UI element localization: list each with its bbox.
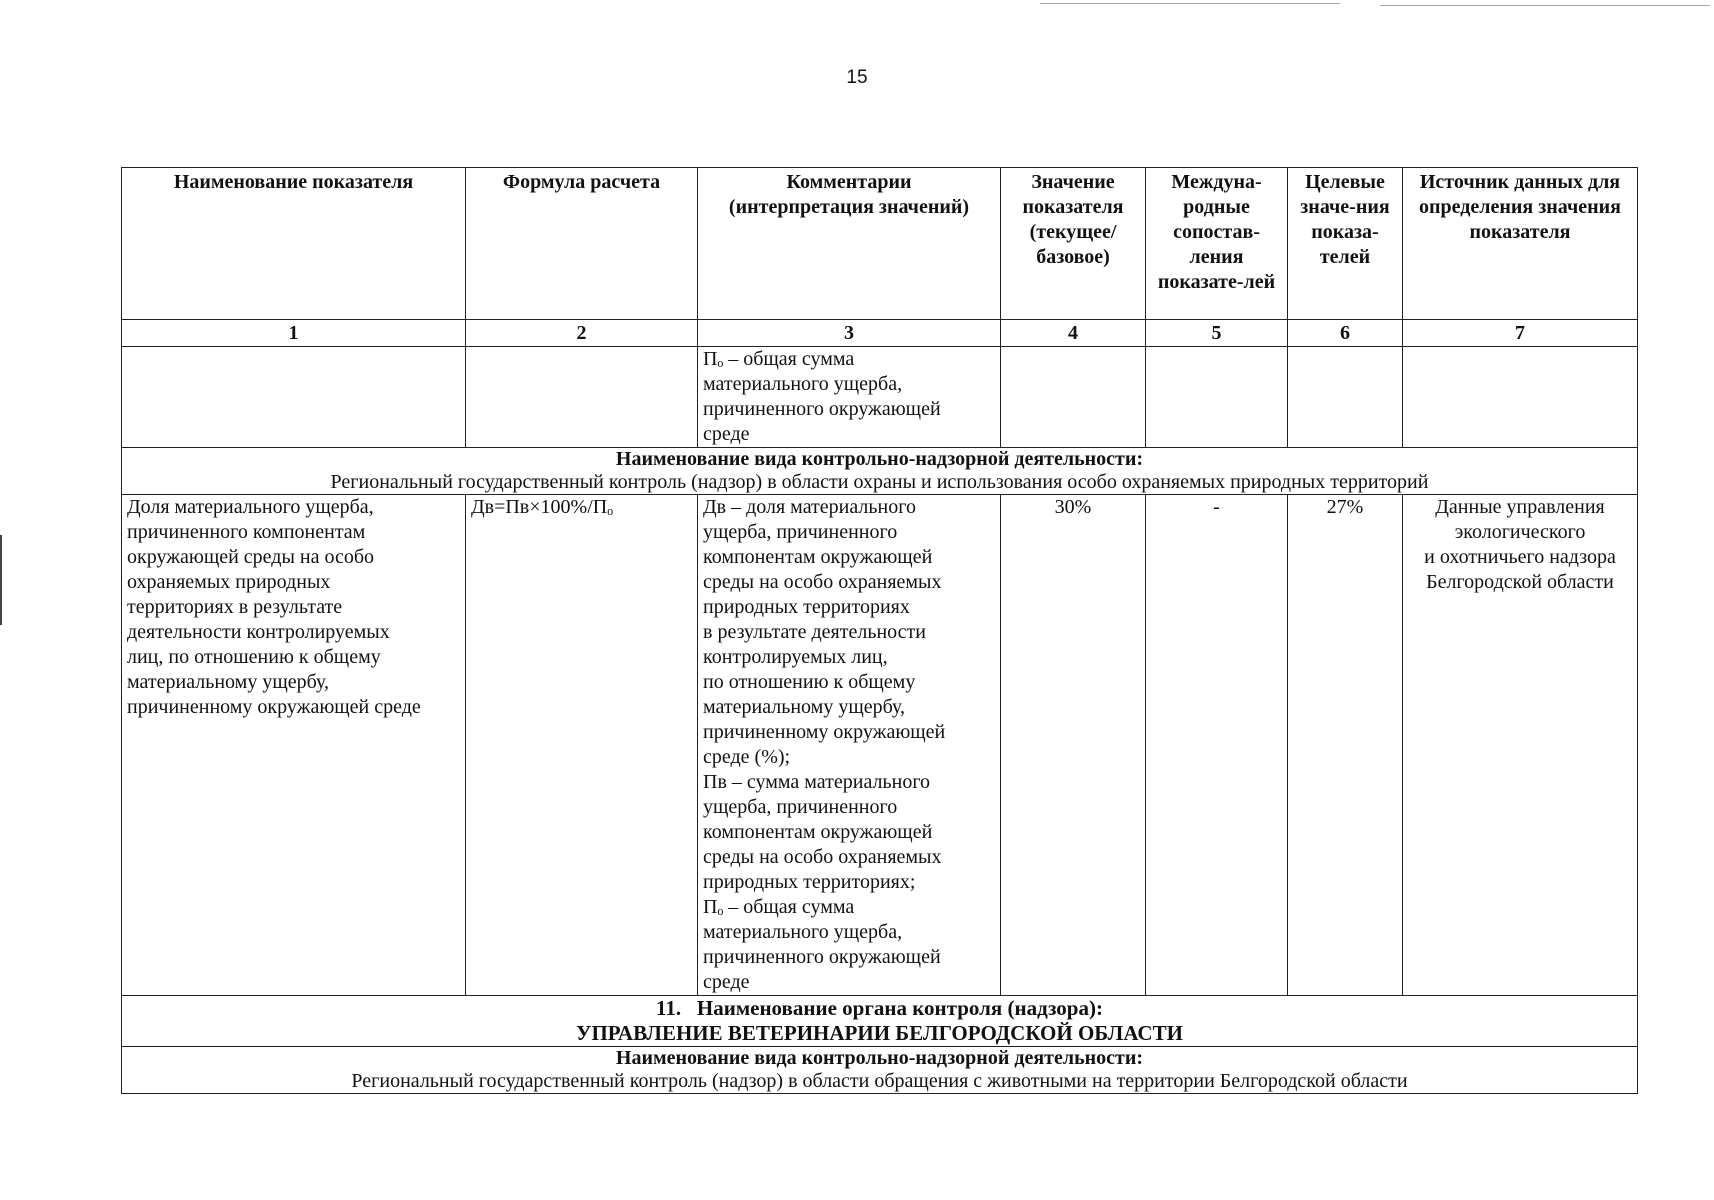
table-cell bbox=[466, 347, 698, 448]
section-subtitle: Региональный государственный контроль (надзор) в области охраны и использования особо охраняемых природных территорий bbox=[330, 471, 1429, 493]
section-cell bbox=[122, 1047, 1638, 1094]
scan-edge-line bbox=[1040, 3, 1340, 4]
section-cell bbox=[122, 448, 1638, 495]
column-number: 3 bbox=[698, 320, 1001, 347]
section-subtitle: Региональный государственный контроль (надзор) в области обращения с животными на территории Белгородской области bbox=[351, 1070, 1408, 1092]
table-row bbox=[122, 347, 1638, 448]
column-number: 4 bbox=[1001, 320, 1146, 347]
table-cell bbox=[1288, 347, 1403, 448]
table-cell bbox=[122, 347, 466, 448]
organ-name: УПРАВЛЕНИЕ ВЕТЕРИНАРИИ БЕЛГОРОДСКОЙ ОБЛАСТИ bbox=[576, 1021, 1183, 1045]
indicator-international: - bbox=[1146, 495, 1288, 996]
table-cell bbox=[1403, 347, 1638, 448]
indicator-source: Данные управления экологического и охотничьего надзора Белгородской области bbox=[1403, 495, 1638, 996]
scan-edge-mark bbox=[0, 535, 2, 625]
organ-cell bbox=[122, 996, 1638, 1047]
header-international: Междуна-родные сопостав-ления показате-лей bbox=[1146, 168, 1288, 320]
indicator-value: 30% bbox=[1001, 495, 1146, 996]
column-number-row bbox=[122, 320, 1638, 347]
column-number: 5 bbox=[1146, 320, 1288, 347]
column-number: 2 bbox=[466, 320, 698, 347]
header-source: Источник данных для определения значения показателя bbox=[1403, 168, 1638, 320]
organ-title: 11. Наименование органа контроля (надзора): bbox=[656, 996, 1103, 1020]
continuation-comment: Пₒ – общая сумма материального ущерба, причиненного окружающей среде bbox=[698, 347, 1001, 448]
organ-row bbox=[122, 996, 1638, 1047]
indicator-name: Доля материального ущерба, причиненного компонентам окружающей среды на особо охраняемых природных территориях в результате деятельности контролируемых лиц, по отношению к общему материальному ущербу, причиненному окружающей среде bbox=[122, 495, 466, 996]
table-row bbox=[122, 495, 1638, 996]
header-indicator-name: Наименование показателя bbox=[122, 168, 466, 320]
indicator-formula: Дв=Пв×100%/Пₒ bbox=[466, 495, 698, 996]
column-number: 1 bbox=[122, 320, 466, 347]
section-title: Наименование вида контрольно-надзорной деятельности: bbox=[615, 1047, 1144, 1069]
indicator-target: 27% bbox=[1288, 495, 1403, 996]
header-value: Значение показателя (текущее/ базовое) bbox=[1001, 168, 1146, 320]
table-header-row bbox=[122, 168, 1638, 320]
table-cell bbox=[1001, 347, 1146, 448]
scan-edge-line bbox=[1380, 5, 1710, 6]
section-row bbox=[122, 448, 1638, 495]
section-title: Наименование вида контрольно-надзорной деятельности: bbox=[615, 448, 1144, 470]
section-row bbox=[122, 1047, 1638, 1094]
header-comments: Комментарии (интерпретация значений) bbox=[698, 168, 1001, 320]
page-number: 15 bbox=[846, 67, 868, 88]
table-cell bbox=[1146, 347, 1288, 448]
column-number: 6 bbox=[1288, 320, 1403, 347]
indicators-table bbox=[121, 167, 1638, 1094]
header-formula: Формула расчета bbox=[466, 168, 698, 320]
indicator-comment: Дв – доля материального ущерба, причиненного компонентам окружающей среды на особо охраняемых природных территориях в результате деятельности контролируемых лиц, по отношению к общему материальному ущербу, причиненному окружающей среде (%); Пв – сумма материального ущерба, причиненного компонентам окружающей среды на особо охраняемых природных территориях; Пₒ – общая сумма материального ущерба, причиненного окружающей среде bbox=[698, 495, 1001, 996]
column-number: 7 bbox=[1403, 320, 1638, 347]
header-target: Целевые значе-ния показа-телей bbox=[1288, 168, 1403, 320]
